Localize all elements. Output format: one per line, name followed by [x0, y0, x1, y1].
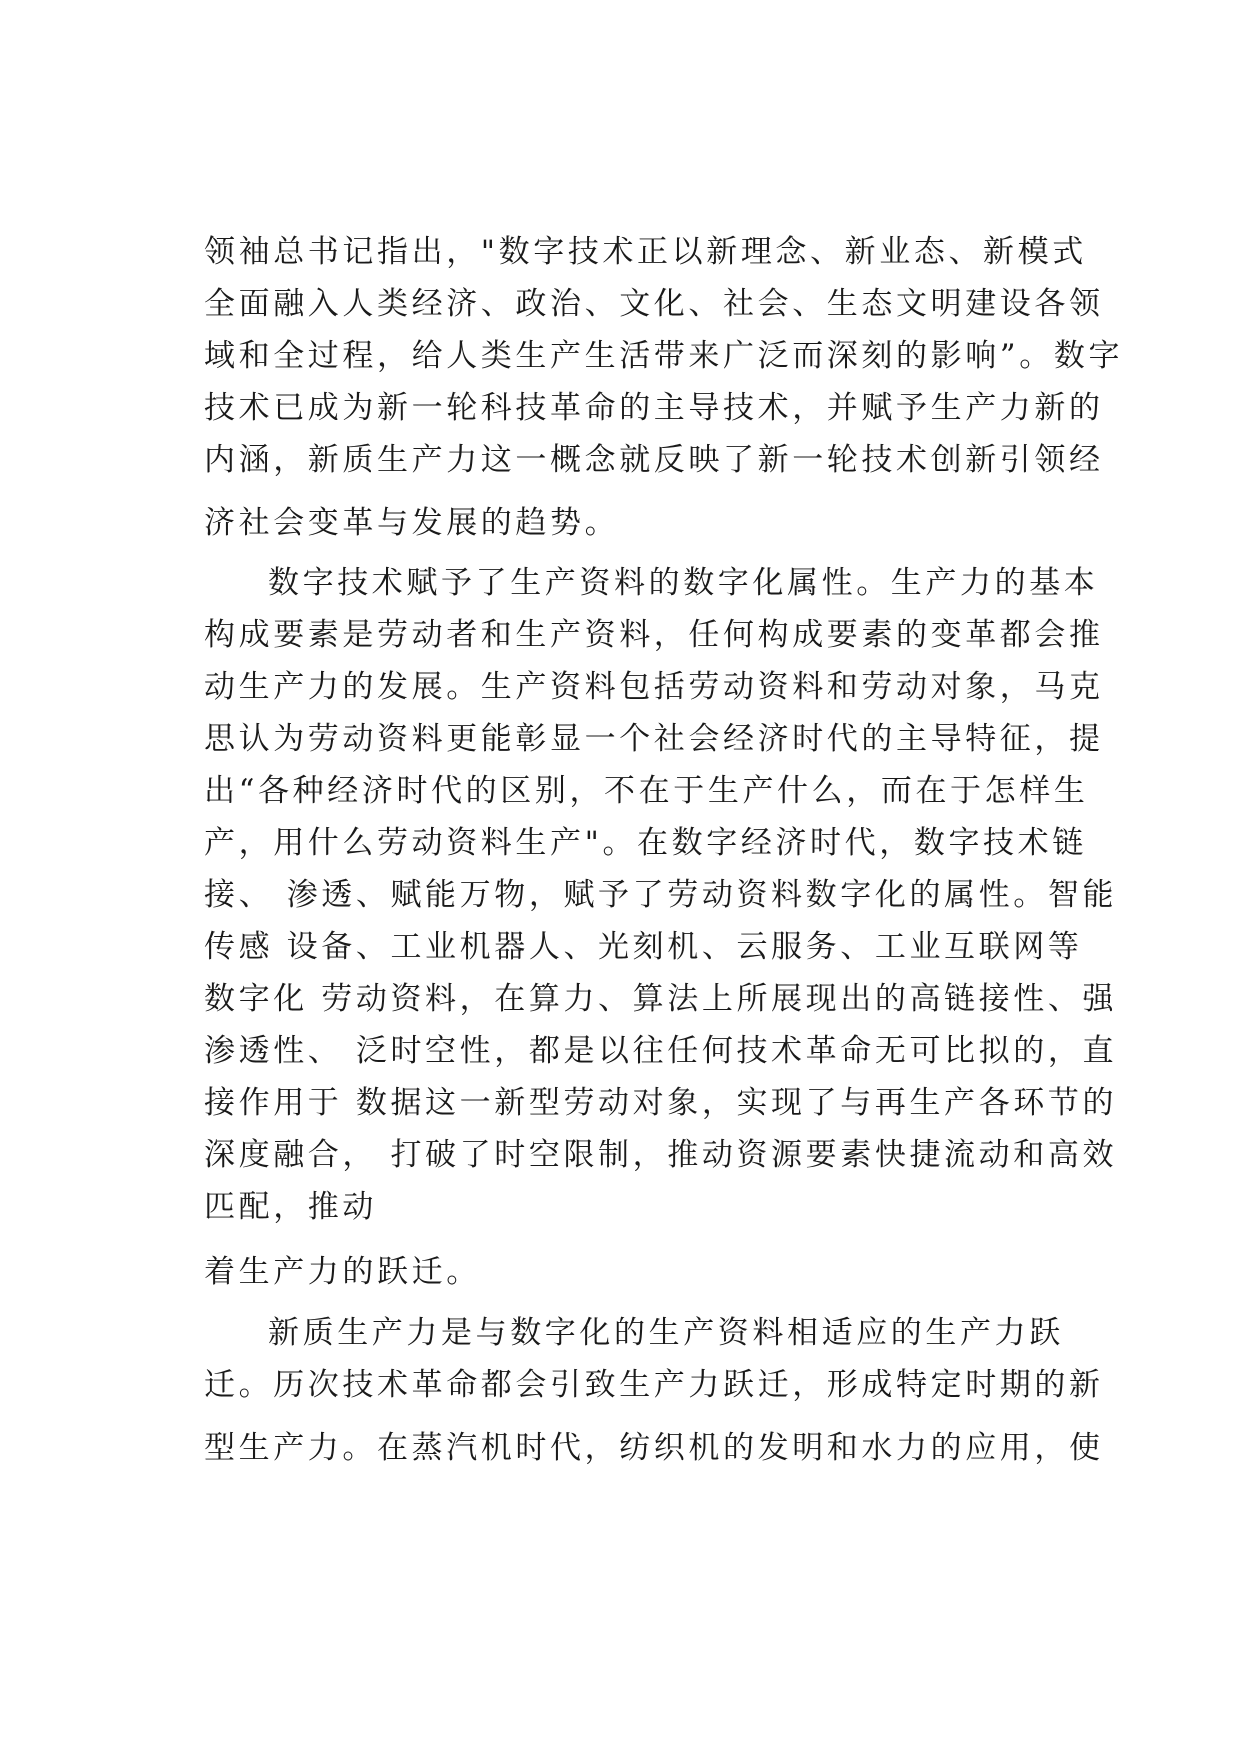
text-line: 济社会变革与发展的趋势。: [204, 505, 620, 541]
text-line: 接、 渗透、赋能万物，赋予了劳动资料数字化的属性。智能: [204, 877, 1118, 913]
paragraph-first-line: 新质生产力是与数字化的生产资料相适应的生产力跃: [268, 1315, 1064, 1351]
text-line: 技术已成为新一轮科技革命的主导技术，并赋予生产力新的: [204, 390, 1104, 426]
paragraph-first-line: 数字技术赋予了生产资料的数字化属性。生产力的基本: [268, 565, 1099, 601]
text-line: 迁。历次技术革命都会引致生产力跃迁，形成特定时期的新: [204, 1367, 1104, 1403]
text-line: 数字化 劳动资料，在算力、算法上所展现出的高链接性、强: [204, 981, 1118, 1017]
text-line: 领袖总书记指出，"数字技术正以新理念、新业态、新模式: [204, 234, 1087, 270]
text-line: 域和全过程，给人类生产生活带来广泛而深刻的影响”。数字: [204, 338, 1124, 374]
text-line: 构成要素是劳动者和生产资料，任何构成要素的变革都会推: [204, 617, 1104, 653]
text-line: 型生产力。在蒸汽机时代，纺织机的发明和水力的应用，使: [204, 1430, 1104, 1466]
text-line: 产，用什么劳动资料生产"。在数字经济时代，数字技术链: [204, 825, 1087, 861]
text-line: 全面融入人类经济、政治、文化、社会、生态文明建设各领: [204, 286, 1104, 322]
text-line: 匹配，推动: [204, 1189, 377, 1225]
text-line: 思认为劳动资料更能彰显一个社会经济时代的主导特征，提: [204, 721, 1104, 757]
text-line: 内涵，新质生产力这一概念就反映了新一轮技术创新引领经: [204, 442, 1104, 478]
text-line: 渗透性、 泛时空性，都是以往任何技术革命无可比拟的，直: [204, 1033, 1118, 1069]
text-line: 动生产力的发展。生产资料包括劳动资料和劳动对象，马克: [204, 669, 1104, 705]
text-line: 出“各种经济时代的区别，不在于生产什么，而在于怎样生: [204, 773, 1089, 809]
text-line: 着生产力的跃迁。: [204, 1254, 481, 1290]
text-line: 传感 设备、工业机器人、光刻机、云服务、工业互联网等: [204, 929, 1083, 965]
text-line: 接作用于 数据这一新型劳动对象，实现了与再生产各环节的: [204, 1085, 1118, 1121]
text-line: 深度融合， 打破了时空限制，推动资源要素快捷流动和高效: [204, 1137, 1118, 1173]
